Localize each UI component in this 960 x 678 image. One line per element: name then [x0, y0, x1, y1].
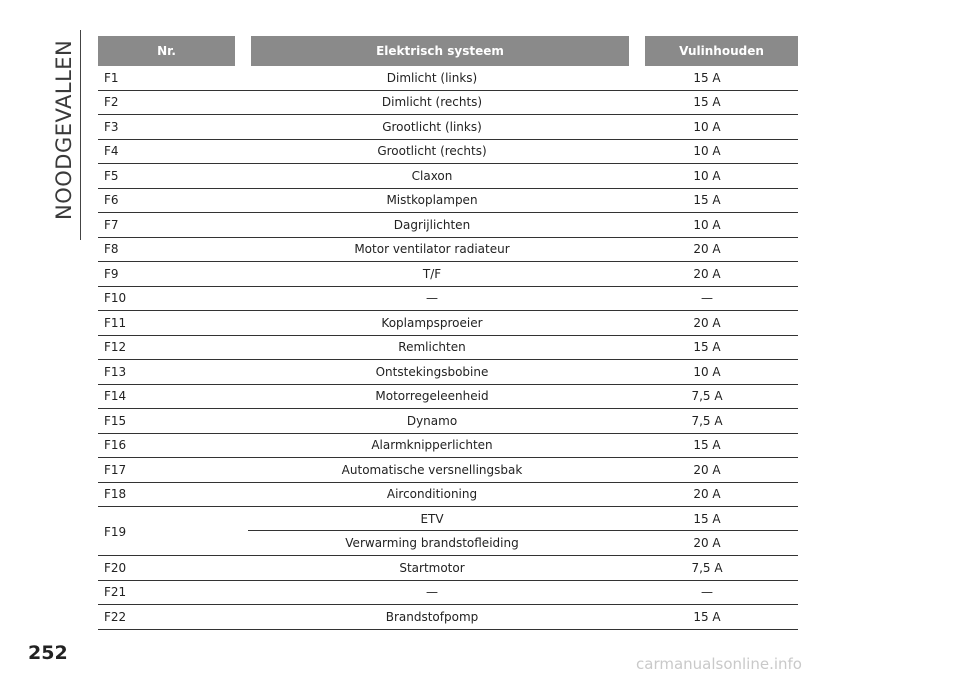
fuse-capacity: 15 A: [693, 511, 721, 526]
electrical-system: Remlichten: [398, 340, 466, 355]
table-row: [98, 336, 798, 361]
electrical-system: Airconditioning: [386, 487, 478, 502]
table-row: [98, 507, 798, 556]
table-header: [98, 36, 798, 66]
electrical-system: Koplampsproeier: [381, 315, 483, 330]
fuse-capacity: 10 A: [693, 119, 721, 134]
table-row: [98, 409, 798, 434]
electrical-system: Automatische versnellingsbak: [341, 462, 523, 477]
fuse-table: [98, 36, 798, 630]
table-row: [98, 262, 798, 287]
fuse-number: F9: [104, 266, 119, 281]
sub-rows: [248, 507, 798, 555]
table-row: [98, 581, 798, 606]
fuse-number: F15: [104, 413, 127, 428]
table-row: [98, 238, 798, 263]
fuse-number: F20: [104, 560, 127, 575]
electrical-system: Dimlicht (rechts): [381, 95, 483, 110]
table-row: [98, 213, 798, 238]
table-row: [98, 311, 798, 336]
table-row: [98, 91, 798, 116]
electrical-system: —: [426, 291, 438, 306]
fuse-number: F4: [104, 144, 119, 159]
fuse-capacity: 20 A: [693, 536, 721, 550]
fuse-number: F6: [104, 193, 119, 208]
electrical-system: Verwarming brandstofleiding: [345, 536, 519, 550]
fuse-number: F5: [104, 168, 119, 183]
fuse-number: F2: [104, 95, 119, 110]
fuse-number: F12: [104, 340, 127, 355]
electrical-system: Motor ventilator radiateur: [354, 242, 510, 257]
table-row: [98, 458, 798, 483]
sub-row: [248, 531, 798, 555]
fuse-capacity: 10 A: [693, 364, 721, 379]
page-number: 252: [28, 642, 68, 664]
table-row: [98, 140, 798, 165]
fuse-number: F17: [104, 462, 127, 477]
electrical-system: Dimlicht (links): [386, 70, 478, 85]
fuse-number: F10: [104, 291, 127, 306]
fuse-capacity: 15 A: [693, 95, 721, 110]
header-capacity: Vulinhouden: [645, 36, 798, 66]
electrical-system: ETV: [420, 511, 444, 526]
electrical-system: Mistkoplampen: [386, 193, 478, 208]
electrical-system: Claxon: [411, 168, 453, 183]
section-divider: [80, 30, 81, 240]
section-title: NOODGEVALLEN: [52, 39, 76, 220]
fuse-capacity: 15 A: [693, 438, 721, 453]
electrical-system: Grootlicht (rechts): [377, 144, 487, 159]
fuse-number: F11: [104, 315, 127, 330]
fuse-capacity: 10 A: [693, 168, 721, 183]
electrical-system: Motorregeleenheid: [375, 389, 489, 404]
fuse-capacity: 15 A: [693, 193, 721, 208]
fuse-capacity: 10 A: [693, 144, 721, 159]
fuse-capacity: 20 A: [693, 462, 721, 477]
fuse-number: F18: [104, 487, 127, 502]
fuse-number: F7: [104, 217, 119, 232]
electrical-system: Brandstofpomp: [385, 609, 479, 624]
fuse-capacity: 15 A: [693, 70, 721, 85]
fuse-number: F1: [104, 70, 119, 85]
fuse-capacity: 20 A: [693, 487, 721, 502]
table-row: [98, 66, 798, 91]
fuse-capacity: —: [701, 291, 713, 306]
fuse-capacity: 20 A: [693, 266, 721, 281]
fuse-capacity: 7,5 A: [691, 560, 723, 575]
electrical-system: T/F: [422, 266, 442, 281]
fuse-capacity: 20 A: [693, 242, 721, 257]
table-row: [98, 556, 798, 581]
header-electrical-system: Elektrisch systeem: [251, 36, 629, 66]
fuse-capacity: —: [701, 585, 713, 600]
fuse-capacity: 7,5 A: [691, 413, 723, 428]
header-nr: Nr.: [98, 36, 235, 66]
table-row: [98, 483, 798, 508]
table-row: [98, 164, 798, 189]
fuse-number: F21: [104, 585, 127, 600]
fuse-number: F22: [104, 609, 127, 624]
fuse-number: F19: [104, 524, 127, 539]
fuse-number: F16: [104, 438, 127, 453]
fuse-capacity: 10 A: [693, 217, 721, 232]
electrical-system: Dynamo: [406, 413, 458, 428]
fuse-number: F14: [104, 389, 127, 404]
fuse-number: F13: [104, 364, 127, 379]
table-row: [98, 385, 798, 410]
electrical-system: Ontstekingsbobine: [375, 364, 489, 379]
table-body: [98, 66, 798, 630]
fuse-capacity: 15 A: [693, 609, 721, 624]
table-row: [98, 360, 798, 385]
electrical-system: —: [426, 585, 438, 600]
table-row: [98, 287, 798, 312]
electrical-system: Startmotor: [399, 560, 465, 575]
fuse-number: F3: [104, 119, 119, 134]
fuse-capacity: 20 A: [693, 315, 721, 330]
table-row: [98, 434, 798, 459]
table-row: [98, 189, 798, 214]
fuse-number: F8: [104, 242, 119, 257]
fuse-capacity: 15 A: [693, 340, 721, 355]
table-row: [98, 605, 798, 630]
watermark: carmanualsonline.info: [636, 655, 802, 673]
table-row: [98, 115, 798, 140]
electrical-system: Dagrijlichten: [393, 217, 471, 232]
electrical-system: Alarmknipperlichten: [371, 438, 493, 453]
electrical-system: Grootlicht (links): [382, 119, 482, 134]
sub-row: [248, 507, 798, 531]
fuse-capacity: 7,5 A: [691, 389, 723, 404]
